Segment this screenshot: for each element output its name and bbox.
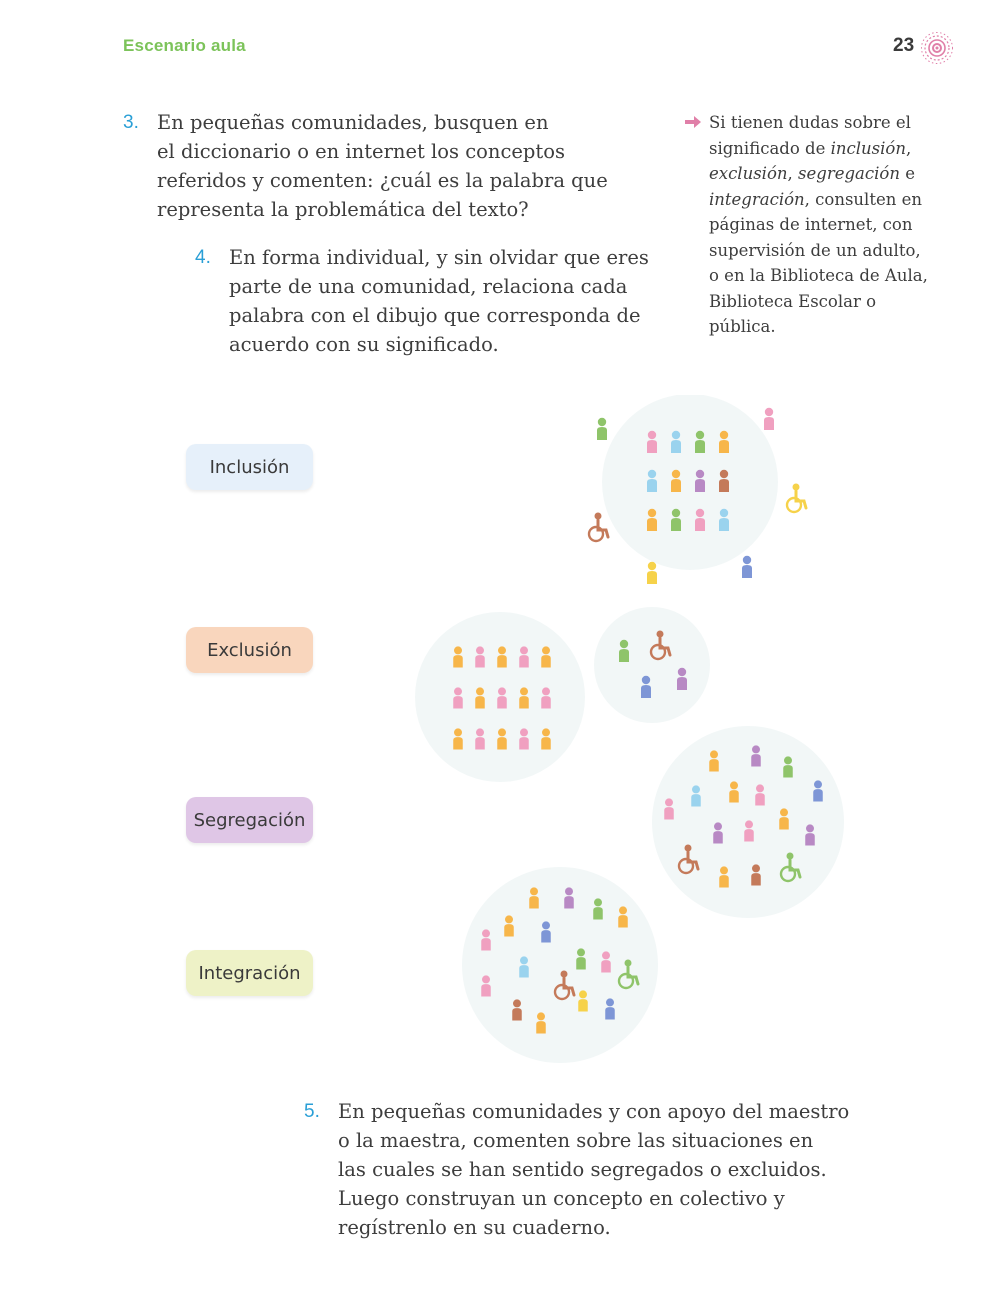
- person-figure-icon: [481, 929, 491, 950]
- person-figure-icon: [453, 687, 463, 708]
- note-term-segregation: segregación: [798, 164, 900, 183]
- person-figure-icon: [541, 921, 551, 942]
- activity-4: [195, 243, 665, 359]
- person-figure-icon: [695, 470, 705, 492]
- activity-number: 5.: [304, 1101, 320, 1122]
- page-number: 23: [893, 35, 915, 56]
- activity-line: En pequeñas comunidades y con apoyo del maestro: [338, 1100, 850, 1123]
- person-figure-icon: [475, 687, 485, 708]
- activity-line: referidos y comenten: ¿cuál es la palabra que: [157, 169, 608, 192]
- person-figure-icon: [755, 784, 765, 805]
- person-figure-icon: [695, 509, 705, 531]
- person-figure-icon: [805, 824, 815, 845]
- activity-line: regístrenlo en su cuaderno.: [338, 1216, 611, 1239]
- segregation-mixed-circle-illustration[interactable]: [462, 867, 658, 1063]
- activity-line: o la maestra, comenten sobre las situaciones en: [338, 1129, 814, 1152]
- person-figure-icon: [671, 431, 681, 453]
- person-figure-icon: [497, 687, 507, 708]
- activity-line: las cuales se han sentido segregados o excluidos.: [338, 1158, 827, 1181]
- person-figure-icon: [691, 785, 701, 806]
- activity-3: [123, 108, 643, 224]
- person-figure-icon: [713, 822, 723, 843]
- person-figure-icon: [695, 431, 705, 453]
- note-term-inclusion: inclusión: [830, 138, 906, 158]
- person-figure-icon: [742, 556, 752, 578]
- person-figure-icon: [618, 906, 628, 927]
- person-figure-icon: [541, 646, 551, 667]
- exclusion-groups-illustration[interactable]: [415, 607, 710, 782]
- person-figure-icon: [475, 728, 485, 749]
- person-figure-icon: [541, 728, 551, 749]
- arrow-right-icon: [684, 115, 702, 129]
- activity-5: [304, 1097, 884, 1242]
- activity-line: parte de una comunidad, relaciona cada: [229, 275, 628, 298]
- person-figure-icon: [619, 640, 629, 662]
- person-figure-icon: [647, 509, 657, 531]
- person-figure-icon: [504, 915, 514, 936]
- term-card-exclusion[interactable]: Exclusión: [186, 627, 313, 673]
- person-figure-icon: [541, 687, 551, 708]
- person-figure-icon: [677, 668, 687, 690]
- person-figure-icon: [601, 951, 611, 972]
- person-figure-icon: [593, 898, 603, 919]
- note-intro: Si tienen dudas sobre el significado de: [709, 113, 911, 158]
- activity-line: el diccionario o en internet los conceptos: [157, 140, 565, 163]
- person-figure-icon: [729, 781, 739, 802]
- activity-line: acuerdo con su significado.: [229, 333, 499, 356]
- note-term-integration: integración: [709, 189, 805, 209]
- person-figure-icon: [519, 687, 529, 708]
- activity-line: En pequeñas comunidades, busquen en: [157, 111, 549, 134]
- person-figure-icon: [641, 676, 651, 698]
- term-card-integration[interactable]: Integración: [186, 950, 313, 996]
- term-card-inclusion[interactable]: Inclusión: [186, 444, 313, 490]
- person-figure-icon: [475, 646, 485, 667]
- person-figure-icon: [519, 728, 529, 749]
- person-figure-icon: [597, 418, 607, 440]
- person-figure-icon: [529, 887, 539, 908]
- person-figure-icon: [664, 798, 674, 819]
- note-term-exclusion: exclusión: [709, 164, 788, 183]
- person-figure-icon: [481, 975, 491, 996]
- person-figure-icon: [497, 646, 507, 667]
- person-figure-icon: [647, 470, 657, 492]
- side-note: [684, 110, 934, 340]
- activity-line: Luego construyan un concepto en colectivo y: [338, 1187, 785, 1210]
- target-ornament-icon: [920, 31, 954, 65]
- person-figure-icon: [719, 470, 729, 492]
- person-figure-icon: [453, 728, 463, 749]
- concept-illustrations: [400, 395, 870, 1065]
- inclusion-circle-illustration[interactable]: [589, 395, 806, 584]
- note-separator: ,: [787, 164, 793, 183]
- section-title: Escenario aula: [123, 36, 246, 55]
- person-figure-icon: [744, 820, 754, 841]
- wheelchair-user-icon: [787, 484, 806, 513]
- person-figure-icon: [813, 780, 823, 801]
- integration-mixed-circle-illustration[interactable]: [652, 726, 844, 918]
- person-figure-icon: [519, 956, 529, 977]
- activity-line: palabra con el dibujo que corresponda de: [229, 304, 641, 327]
- person-figure-icon: [719, 509, 729, 531]
- side-note-text: [709, 110, 934, 340]
- person-figure-icon: [497, 728, 507, 749]
- note-conjunction: e: [905, 164, 915, 183]
- person-figure-icon: [751, 864, 761, 885]
- person-figure-icon: [564, 887, 574, 908]
- person-figure-icon: [751, 745, 761, 766]
- note-separator: ,: [905, 138, 912, 158]
- person-figure-icon: [671, 470, 681, 492]
- note-outro: , consulten en páginas de internet, con supervisión de un adulto, o en la Biblioteca de Aula, Biblioteca Escolar o pública.: [709, 189, 928, 336]
- activity-line: En forma individual, y sin olvidar que eres: [229, 246, 649, 269]
- person-figure-icon: [719, 866, 729, 887]
- person-figure-icon: [512, 999, 522, 1020]
- person-figure-icon: [576, 948, 586, 969]
- person-figure-icon: [647, 431, 657, 453]
- activity-number: 3.: [123, 112, 139, 133]
- person-figure-icon: [519, 646, 529, 667]
- person-figure-icon: [453, 646, 463, 667]
- person-figure-icon: [605, 998, 615, 1019]
- activity-number: 4.: [195, 247, 211, 268]
- person-figure-icon: [783, 756, 793, 777]
- person-figure-icon: [671, 509, 681, 531]
- person-figure-icon: [709, 750, 719, 771]
- person-figure-icon: [578, 990, 588, 1011]
- person-figure-icon: [647, 562, 657, 584]
- wheelchair-user-icon: [589, 513, 608, 542]
- activity-line: representa la problemática del texto?: [157, 198, 529, 221]
- person-figure-icon: [779, 808, 789, 829]
- person-figure-icon: [764, 408, 774, 430]
- term-card-segregation[interactable]: Segregación: [186, 797, 313, 843]
- person-figure-icon: [536, 1012, 546, 1033]
- person-figure-icon: [719, 431, 729, 453]
